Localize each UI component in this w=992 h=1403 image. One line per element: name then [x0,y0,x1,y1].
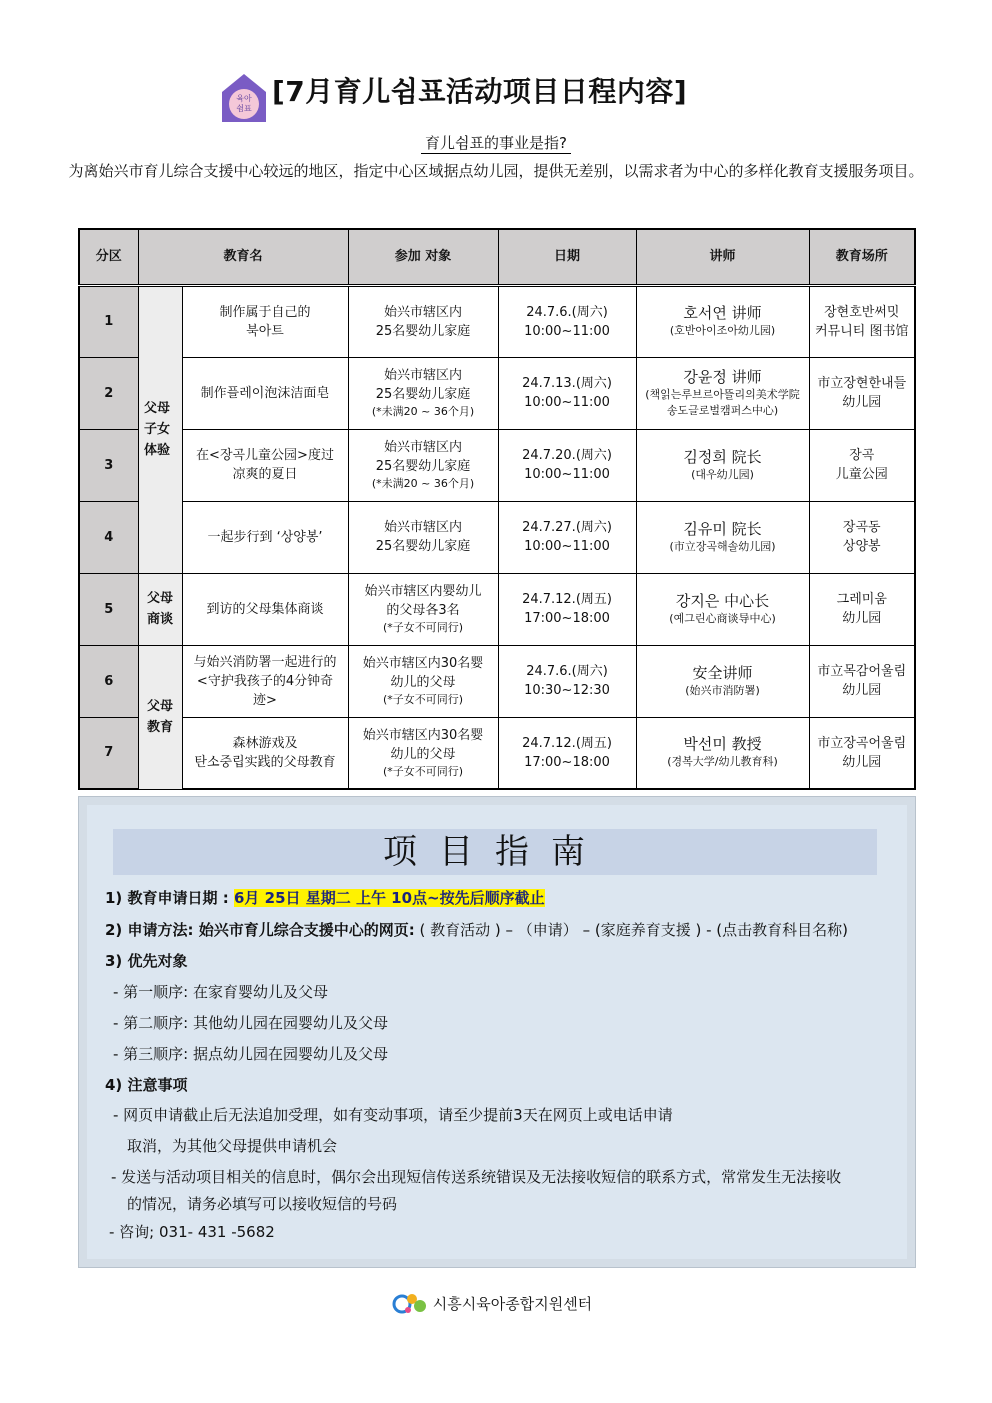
row-number: 2 [79,357,138,429]
lecturer-cell: 강윤정 讲师 (책읽는루브르아뜰리의美术学院 송도글로벌캠퍼스中心) [636,357,809,429]
note-line: 取消，为其他父母提供申请机会 [127,1137,338,1155]
priority-line: - 第二顺序: 其他幼儿园在园婴幼儿及父母 [113,1014,389,1032]
header-place: 教育场所 [809,229,915,285]
lecturer-cell: 박선미 教授 (경복大学/幼儿教育科) [636,717,809,789]
table-row [79,357,915,429]
guide-title: 项目指南 [113,829,877,875]
row-number: 3 [79,429,138,501]
date-cell: 24.7.13.(周六) 10:00~11:00 [498,357,636,429]
row-number: 5 [79,573,138,645]
lecturer-cell: 김유미 院长 (市立장곡해솔幼儿园) [636,501,809,573]
date-cell: 24.7.20.(周六) 10:00~11:00 [498,429,636,501]
contact-line: - 咨询; 031- 431 -5682 [109,1223,275,1241]
priority-line: - 第三顺序: 据点幼儿园在园婴幼儿及父母 [113,1045,389,1063]
place-cell: 장현호반써밋 커뮤니티 图书馆 [809,285,915,357]
edu-name-cell: 森林游戏及 탄소중립实践的父母教育 [182,717,348,789]
target-cell: 始兴市辖区内30名婴 幼儿的父母 (*子女不可同行) [348,717,498,789]
header-date: 日期 [498,229,636,285]
edu-name-cell: 到访的父母集体商谈 [182,573,348,645]
row-number: 6 [79,645,138,717]
date-cell: 24.7.6.(周六) 10:00~11:00 [498,285,636,357]
schedule-table [78,228,916,790]
place-cell: 장곡동 상양봉 [809,501,915,573]
edu-name-cell: 一起步行到 ‘상양봉’ [182,501,348,573]
place-cell: 그레미움 幼儿园 [809,573,915,645]
row-number: 7 [79,717,138,789]
program-guide-box [78,796,916,1268]
guide-item-priority: 3) 优先对象 [105,952,188,970]
header-lecturer: 讲师 [636,229,809,285]
edu-name-cell: 在<장곡儿童公园>度过 凉爽的夏日 [182,429,348,501]
intro-question: 育儿쉼표的事业是指? [0,132,992,153]
page-header [0,68,992,124]
priority-line: - 第一顺序: 在家育婴幼儿及父母 [113,983,329,1001]
svg-text:쉼표: 쉼표 [236,104,252,113]
yuna-swimpyo-logo-icon [220,72,268,124]
category-parent-child: 父母 子女 体验 [138,285,182,573]
row-number: 1 [79,285,138,357]
guide-item-notes: 4) 注意事项 [105,1076,188,1094]
table-header-row [79,229,915,285]
target-cell: 始兴市辖区内 25名婴幼儿家庭 (*未满20 ~ 36个月) [348,429,498,501]
lecturer-cell: 호서연 讲师 (호반아이조아幼儿园) [636,285,809,357]
place-cell: 市立목감어울림 幼儿园 [809,645,915,717]
program-guide-inner [87,805,907,1259]
category-consult: 父母 商谈 [138,573,182,645]
target-cell: 始兴市辖区内30名婴 幼儿的父母 (*子女不可同行) [348,645,498,717]
date-cell: 24.7.12.(周五) 17:00~18:00 [498,573,636,645]
table-row [79,429,915,501]
place-cell: 市立장현한내들 幼儿园 [809,357,915,429]
category-education: 父母 教育 [138,645,182,789]
svg-text:육아: 육아 [236,94,252,103]
table-row [79,717,915,789]
edu-name-cell: 与始兴消防署一起进行的 <守护我孩子的4分钟奇 迹> [182,645,348,717]
header-target: 参加 对象 [348,229,498,285]
edu-name-cell: 制作플레이泡沫洁面皂 [182,357,348,429]
note-line: 的情况，请务必填写可以接收短信的号码 [127,1195,398,1213]
edu-name-cell: 制作属于自己的 북아트 [182,285,348,357]
apply-date-highlight: 6月 25日 星期二 上午 10点~按先后顺序截止 [233,889,545,907]
table-row [79,501,915,573]
intro-description: 为离始兴市育儿综合支援中心较远的地区，指定中心区域据点幼儿园，提供无差别，以需求者为中心的多样化教育支援服务项目。 [68,162,924,180]
date-cell: 24.7.6.(周六) 10:30~12:30 [498,645,636,717]
table-row [79,645,915,717]
table-row [79,573,915,645]
center-logo-icon [392,1290,428,1316]
note-line: - 发送与活动项目相关的信息时，偶尔会出现短信传送系统错误及无法接收短信的联系方式，常常发生无法接收 [111,1168,842,1186]
footer-org [392,1290,592,1316]
header-edu-name: 教育名 [138,229,348,285]
place-cell: 장곡 儿童公园 [809,429,915,501]
header-division: 分区 [79,229,138,285]
guide-item-apply-method: 2) 申请方法: 始兴市育儿综合支援中心的网页: ( 教育活动 ) – （申请） – (家庭养育支援 ) - (点击教育科目名称) [105,921,848,939]
target-cell: 始兴市辖区内 25名婴幼儿家庭 (*未满20 ~ 36个月) [348,357,498,429]
note-line: - 网页申请截止后无法追加受理，如有变动事项，请至少提前3天在网页上或电话申请 [113,1106,673,1124]
date-cell: 24.7.27.(周六) 10:00~11:00 [498,501,636,573]
guide-item-apply-date: 1) 教育申请日期 : 6月 25日 星期二 上午 10点~按先后顺序截止 [105,889,545,907]
row-number: 4 [79,501,138,573]
lecturer-cell: 安全讲师 (始兴市消防署) [636,645,809,717]
lecturer-cell: 강지은 中心长 (예그린心商谈导中心) [636,573,809,645]
target-cell: 始兴市辖区内 25名婴幼儿家庭 [348,285,498,357]
center-name: 시흥시육아종합지원센터 [432,1294,593,1313]
table-row [79,285,915,357]
place-cell: 市立장곡어울림 幼儿园 [809,717,915,789]
lecturer-cell: 김정희 院长 (대우幼儿园) [636,429,809,501]
target-cell: 始兴市辖区内婴幼儿 的父母各3名 (*子女不可同行) [348,573,498,645]
target-cell: 始兴市辖区内 25名婴幼儿家庭 [348,501,498,573]
page-title: [7月育儿쉼표活动项目日程内容] [272,75,688,108]
date-cell: 24.7.12.(周五) 17:00~18:00 [498,717,636,789]
